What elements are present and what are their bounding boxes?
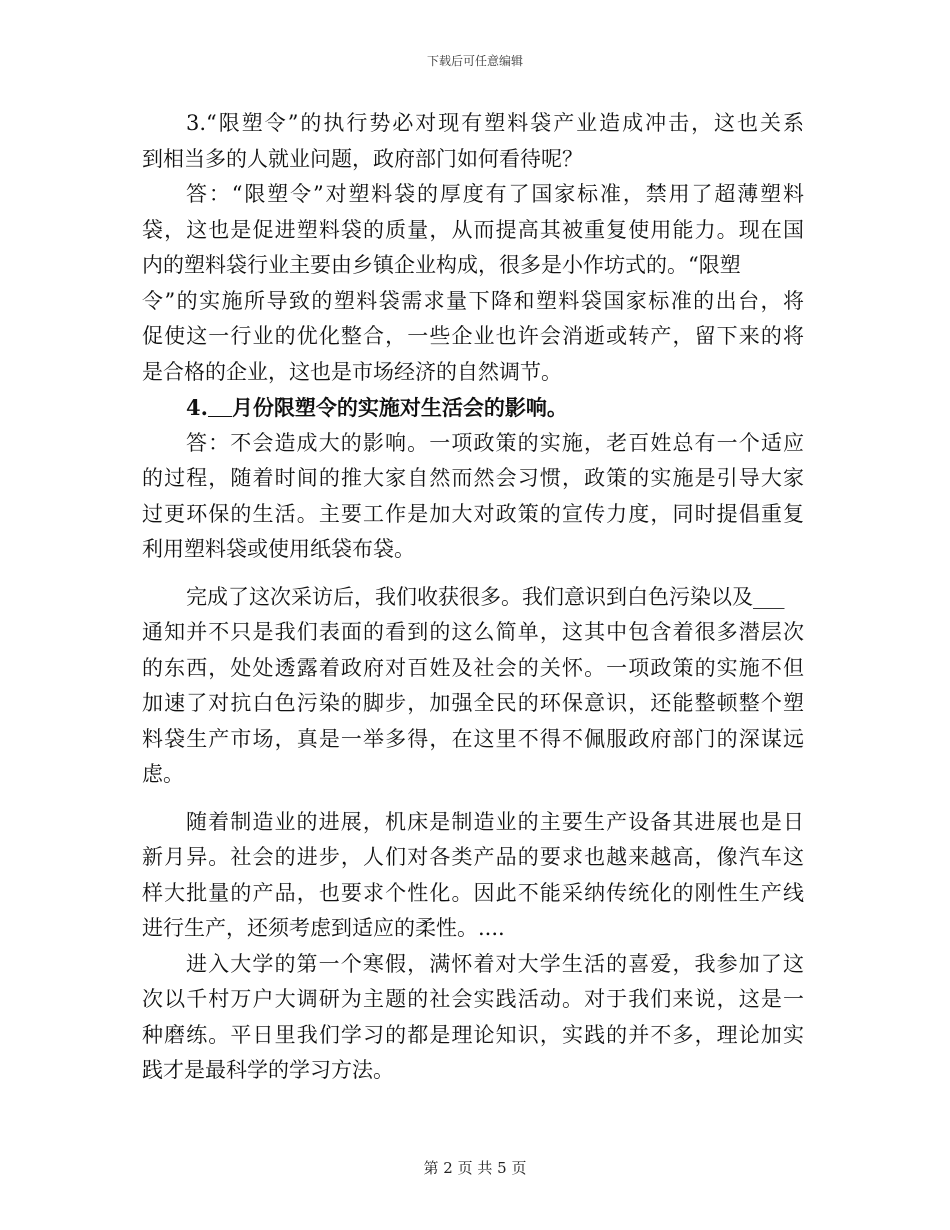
paragraph-manufacturing	[142, 805, 804, 947]
text-line: 种磨练。平日里我们学习的都是理论知识，实践的并不多，理论加实	[142, 1022, 804, 1047]
question-number: 4.	[186, 395, 208, 420]
paragraph-reflection	[142, 580, 804, 793]
text-line: 完成了这次采访后，我们收获很多。我们意识到白色污染以及___	[186, 584, 785, 609]
text-line: 答：“限塑令”对塑料袋的厚度有了国家标准，禁用了超薄塑料	[186, 182, 804, 206]
paragraph-gap	[142, 568, 804, 580]
page-footer: 第 2 页 共 5 页	[423, 1159, 527, 1177]
paragraph-question-3	[142, 106, 804, 177]
text-line: 通知并不只是我们表面的看到的这么简单，这其中包含着很多潜层次	[142, 620, 804, 644]
text-line: 利用塑料袋或使用纸袋布袋。	[142, 537, 415, 561]
text-line: 的过程，随着时间的推大家自然而然会习惯，政策的实施是引导大家	[142, 466, 804, 490]
text-line: 3.“限塑令”的执行势必对现有塑料袋产业造成冲击，这也关系	[186, 111, 804, 135]
paragraph-winter-break	[142, 947, 804, 1089]
text-line: 促使这一行业的优化整合，一些企业也许会消逝或转产，留下来的将	[142, 324, 804, 348]
paragraph-gap	[142, 793, 804, 805]
text-line: 答：不会造成大的影响。一项政策的实施，老百姓总有一个适应	[186, 430, 804, 455]
text-line: 进入大学的第一个寒假，满怀着对大学生活的喜爱，我参加了这	[186, 951, 804, 976]
text-line: 虑。	[142, 762, 184, 786]
blank-underline	[208, 398, 232, 417]
text-line: 次以千村万户大调研为主题的社会实践活动。对于我们来说，这是一	[142, 987, 804, 1011]
page-header: 下载后可任意编辑	[426, 54, 523, 68]
text-line: 进行生产，还须考虑到适应的柔性。....	[142, 916, 505, 940]
question-text: 月份限塑令的实施对生活会的影响。	[231, 395, 568, 420]
text-line: 样大批量的产品，也要求个性化。因此不能采纳传统化的刚性生产线	[142, 880, 804, 905]
text-line: 过更环保的生活。主要工作是加大对政策的宣传力度，同时提倡重复	[142, 501, 804, 526]
question-4-heading	[142, 390, 804, 426]
text-line: 的东西，处处透露着政府对百姓及社会的关怀。一项政策的实施不但	[142, 655, 804, 680]
paragraph-answer-4	[142, 426, 804, 568]
paragraph-answer-3	[142, 177, 804, 390]
text-line: 令”的实施所导致的塑料袋需求量下降和塑料袋国家标准的出台，将	[142, 288, 804, 313]
document-body	[142, 106, 804, 1089]
text-line: 随着制造业的进展，机床是制造业的主要生产设备其进展也是日	[186, 809, 804, 834]
text-line: 到相当多的人就业问题，政府部门如何看待呢？	[142, 146, 583, 171]
text-line: 内的塑料袋行业主要由乡镇企业构成，很多是小作坊式的。“限塑	[142, 253, 741, 277]
text-line: 新月异。社会的进步，人们对各类产品的要求也越来越高，像汽车这	[142, 845, 804, 869]
text-line: 加速了对抗白色污染的脚步，加强全民的环保意识，还能整顿整个塑	[142, 691, 804, 715]
text-line: 袋，这也是促进塑料袋的质量，从而提高其被重复使用能力。现在国	[142, 217, 804, 242]
text-line: 料袋生产市场，真是一举多得，在这里不得不佩服政府部门的深谋远	[142, 726, 804, 751]
text-line: 践才是最科学的学习方法。	[142, 1058, 394, 1082]
text-line: 是合格的企业，这也是市场经济的自然调节。	[142, 359, 562, 384]
